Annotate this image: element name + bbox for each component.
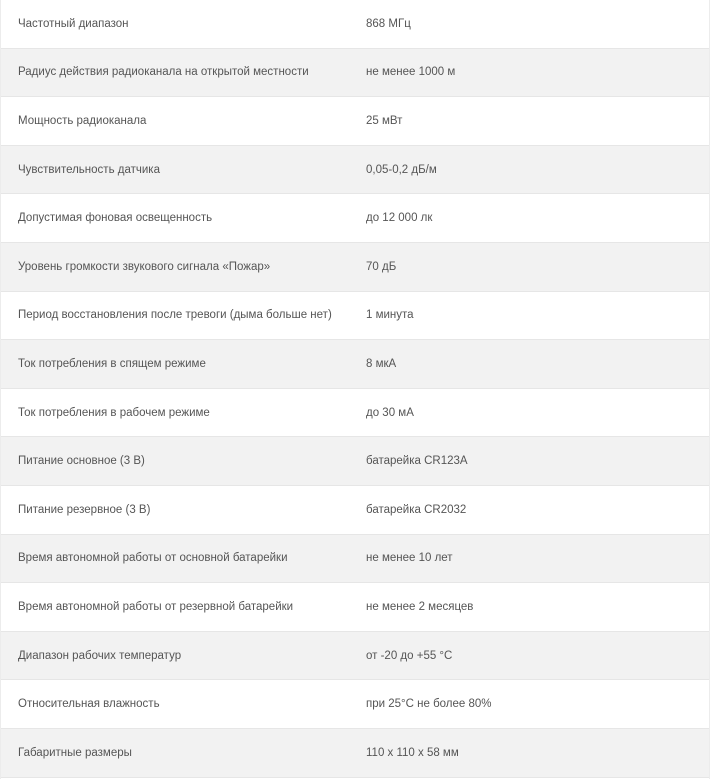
- spec-value: батарейка CR123A: [366, 455, 468, 468]
- spec-value: не менее 10 лет: [366, 552, 453, 565]
- spec-row-operating-current: [1, 389, 709, 438]
- spec-value: батарейка CR2032: [366, 503, 467, 516]
- spec-row-backup-battery-life: [1, 583, 709, 632]
- spec-name: Период восстановления после тревоги (дыма больше нет): [18, 309, 332, 322]
- spec-value: 868 МГц: [366, 17, 411, 30]
- spec-name: Время автономной работы от основной батарейки: [18, 552, 288, 565]
- spec-row-sensitivity: [1, 146, 709, 195]
- spec-row-dimensions: [1, 729, 709, 778]
- spec-row-alarm-volume: [1, 243, 709, 292]
- spec-name: Габаритные размеры: [18, 746, 132, 759]
- spec-row-temperature-range: [1, 632, 709, 681]
- spec-name: Диапазон рабочих температур: [18, 649, 182, 662]
- spec-name: Ток потребления в спящем режиме: [18, 357, 206, 370]
- spec-name: Время автономной работы от резервной батарейки: [18, 600, 294, 613]
- spec-name: Мощность радиоканала: [18, 114, 147, 127]
- spec-value: до 30 мА: [366, 406, 414, 419]
- spec-value: от -20 до +55 °C: [366, 649, 453, 662]
- spec-row-illumination: [1, 194, 709, 243]
- spec-value: 0,05-0,2 дБ/м: [366, 163, 437, 176]
- spec-row-sleep-current: [1, 340, 709, 389]
- spec-name: Частотный диапазон: [18, 17, 129, 30]
- spec-value: при 25°C не более 80%: [366, 698, 492, 711]
- spec-row-main-power: [1, 437, 709, 486]
- spec-name: Радиус действия радиоканала на открытой местности: [18, 66, 309, 79]
- spec-row-humidity: [1, 680, 709, 729]
- spec-value: 110 х 110 х 58 мм: [366, 746, 459, 759]
- spec-value: не менее 1000 м: [366, 66, 456, 79]
- spec-value: 8 мкА: [366, 357, 397, 370]
- spec-name: Относительная влажность: [18, 698, 160, 711]
- spec-value: 70 дБ: [366, 260, 397, 273]
- spec-row-recovery-period: [1, 292, 709, 341]
- spec-name: Ток потребления в рабочем режиме: [18, 406, 210, 419]
- spec-row-radio-range: [1, 49, 709, 98]
- spec-name: Питание основное (3 В): [18, 455, 145, 468]
- spec-value: не менее 2 месяцев: [366, 600, 474, 613]
- spec-row-backup-power: [1, 486, 709, 535]
- spec-name: Допустимая фоновая освещенность: [18, 212, 213, 225]
- spec-name: Уровень громкости звукового сигнала «Пожар»: [18, 260, 271, 273]
- spec-row-frequency: [1, 0, 709, 49]
- spec-row-radio-power: [1, 97, 709, 146]
- spec-value: 25 мВт: [366, 114, 403, 127]
- spec-value: 1 минута: [366, 309, 414, 322]
- spec-name: Чувствительность датчика: [18, 163, 160, 176]
- spec-name: Питание резервное (3 В): [18, 503, 151, 516]
- spec-row-main-battery-life: [1, 535, 709, 584]
- spec-value: до 12 000 лк: [366, 212, 433, 225]
